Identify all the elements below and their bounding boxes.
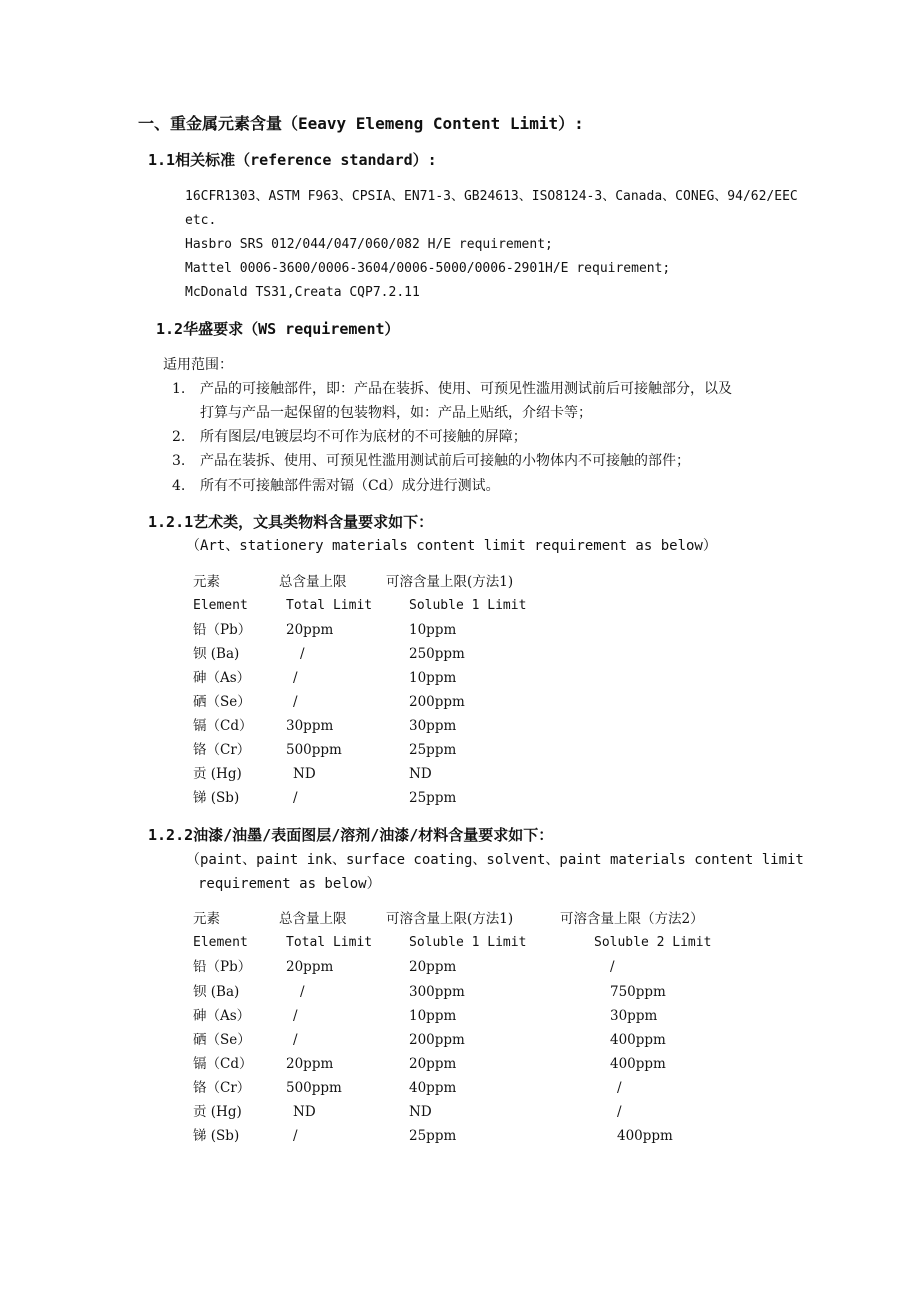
scope-label: 适用范围： bbox=[163, 357, 233, 373]
table-cell: 750ppm bbox=[610, 984, 666, 1000]
table-cell: 镉（Cd） bbox=[193, 718, 253, 734]
table-cell: 25ppm bbox=[409, 742, 457, 758]
table-header-en: Soluble 2 Limit bbox=[594, 935, 712, 950]
table-cell: 钡 (Ba) bbox=[193, 646, 240, 662]
table-header-cn: 元素 bbox=[193, 911, 220, 927]
list-item-text: 所有不可接触部件需对镉（Cd）成分进行测试。 bbox=[200, 478, 500, 494]
table-cell: 铬（Cr） bbox=[193, 1080, 251, 1096]
table-cell: 砷（As） bbox=[193, 1008, 251, 1024]
table-cell: / bbox=[293, 670, 298, 686]
list-item-text: 产品的可接触部件，即：产品在装拆、使用、可预见性滥用测试前后可接触部分，以及 bbox=[200, 381, 732, 397]
table-header-cn: 可溶含量上限(方法1) bbox=[386, 574, 514, 590]
table-cell: ND bbox=[409, 1104, 432, 1120]
table-cell: 20ppm bbox=[409, 1056, 457, 1072]
table-cell: 300ppm bbox=[409, 984, 465, 1000]
table-cell: 30ppm bbox=[610, 1008, 658, 1024]
table-cell: 200ppm bbox=[409, 694, 465, 710]
list-item-text: 所有图层/电镀层均不可作为底材的不可接触的屏障； bbox=[200, 429, 527, 445]
table-cell: / bbox=[300, 646, 305, 662]
section-1-2-2-subtitle: requirement as below） bbox=[198, 876, 381, 892]
table-cell: 10ppm bbox=[409, 622, 457, 638]
table-header-en: Element bbox=[193, 935, 248, 950]
table-header-cn: 可溶含量上限(方法1) bbox=[386, 911, 514, 927]
standards-line: Hasbro SRS 012/044/047/060/082 H/E requirement; bbox=[185, 237, 553, 252]
table-cell: / bbox=[300, 984, 305, 1000]
section-1-1-heading: 1.1相关标准（reference standard）: bbox=[148, 151, 437, 169]
section-1-heading: 一、重金属元素含量（Eeavy Elemeng Content Limit）: bbox=[138, 114, 584, 133]
table-cell: 20ppm bbox=[286, 959, 334, 975]
section-1-2-heading: 1.2华盛要求（WS requirement） bbox=[156, 320, 400, 338]
table-cell: / bbox=[293, 1128, 298, 1144]
table-cell: 锑 (Sb) bbox=[193, 1128, 240, 1144]
table-header-en: Total Limit bbox=[286, 935, 373, 950]
table-cell: / bbox=[293, 1008, 298, 1024]
table-cell: 砷（As） bbox=[193, 670, 251, 686]
table-cell: 25ppm bbox=[409, 790, 457, 806]
table-cell: 400ppm bbox=[610, 1032, 666, 1048]
table-cell: 200ppm bbox=[409, 1032, 465, 1048]
standards-line: McDonald TS31,Creata CQP7.2.11 bbox=[185, 285, 420, 300]
section-1-2-1-heading: 1.2.1艺术类，文具类物料含量要求如下： bbox=[148, 513, 434, 531]
list-number: 4. bbox=[172, 478, 186, 494]
table-cell: 硒（Se） bbox=[193, 1032, 251, 1048]
table-cell: 铅（Pb） bbox=[193, 959, 252, 975]
table-cell: ND bbox=[409, 766, 432, 782]
table-cell: 硒（Se） bbox=[193, 694, 251, 710]
table-cell: / bbox=[610, 959, 615, 975]
table-header-cn: 元素 bbox=[193, 574, 220, 590]
table-cell: 20ppm bbox=[286, 1056, 334, 1072]
table-cell: 钡 (Ba) bbox=[193, 984, 240, 1000]
list-number: 1. bbox=[172, 381, 186, 397]
table-cell: / bbox=[293, 694, 298, 710]
table-cell: 镉（Cd） bbox=[193, 1056, 253, 1072]
section-1-2-1-subtitle: （Art、stationery materials content limit requirement as below） bbox=[186, 538, 717, 554]
table-cell: 10ppm bbox=[409, 1008, 457, 1024]
table-cell: 20ppm bbox=[286, 622, 334, 638]
table-cell: 250ppm bbox=[409, 646, 465, 662]
list-item-text: 产品在装拆、使用、可预见性滥用测试前后可接触的小物体内不可接触的部件； bbox=[200, 453, 690, 469]
table-header-cn: 总含量上限 bbox=[279, 574, 347, 590]
table-cell: ND bbox=[293, 766, 316, 782]
table-cell: 400ppm bbox=[610, 1056, 666, 1072]
table-header-en: Soluble 1 Limit bbox=[409, 598, 527, 613]
table-header-en: Soluble 1 Limit bbox=[409, 935, 527, 950]
table-cell: ND bbox=[293, 1104, 316, 1120]
section-1-2-2-subtitle: （paint、paint ink、surface coating、solvent、paint materials content limit bbox=[186, 852, 804, 868]
table-cell: 25ppm bbox=[409, 1128, 457, 1144]
table-cell: / bbox=[617, 1104, 622, 1120]
list-number: 3. bbox=[172, 453, 186, 469]
table-header-en: Total Limit bbox=[286, 598, 373, 613]
table-cell: 30ppm bbox=[286, 718, 334, 734]
table-header-en: Element bbox=[193, 598, 248, 613]
table-cell: 贡 (Hg) bbox=[193, 766, 242, 782]
section-1-2-2-heading: 1.2.2油漆/油墨/表面图层/溶剂/油漆/材料含量要求如下： bbox=[148, 826, 554, 844]
table-cell: 20ppm bbox=[409, 959, 457, 975]
table-cell: 400ppm bbox=[617, 1128, 673, 1144]
standards-line: etc. bbox=[185, 213, 217, 228]
standards-line: 16CFR1303、ASTM F963、CPSIA、EN71-3、GB24613、ISO8124-3、Canada、CONEG、94/62/EEC bbox=[185, 189, 798, 204]
table-cell: 40ppm bbox=[409, 1080, 457, 1096]
table-cell: 铬（Cr） bbox=[193, 742, 251, 758]
list-item-text: 打算与产品一起保留的包装物料，如：产品上贴纸，介绍卡等； bbox=[200, 405, 592, 421]
standards-line: Mattel 0006-3600/0006-3604/0006-5000/0006-2901H/E requirement; bbox=[185, 261, 671, 276]
table-cell: / bbox=[293, 1032, 298, 1048]
table-cell: 贡 (Hg) bbox=[193, 1104, 242, 1120]
table-cell: 10ppm bbox=[409, 670, 457, 686]
table-cell: 30ppm bbox=[409, 718, 457, 734]
table-cell: / bbox=[293, 790, 298, 806]
table-header-cn: 可溶含量上限（方法2） bbox=[560, 911, 704, 927]
table-cell: 500ppm bbox=[286, 1080, 342, 1096]
table-cell: 铅（Pb） bbox=[193, 622, 252, 638]
table-cell: 锑 (Sb) bbox=[193, 790, 240, 806]
table-header-cn: 总含量上限 bbox=[279, 911, 347, 927]
list-number: 2. bbox=[172, 429, 186, 445]
table-cell: 500ppm bbox=[286, 742, 342, 758]
table-cell: / bbox=[617, 1080, 622, 1096]
